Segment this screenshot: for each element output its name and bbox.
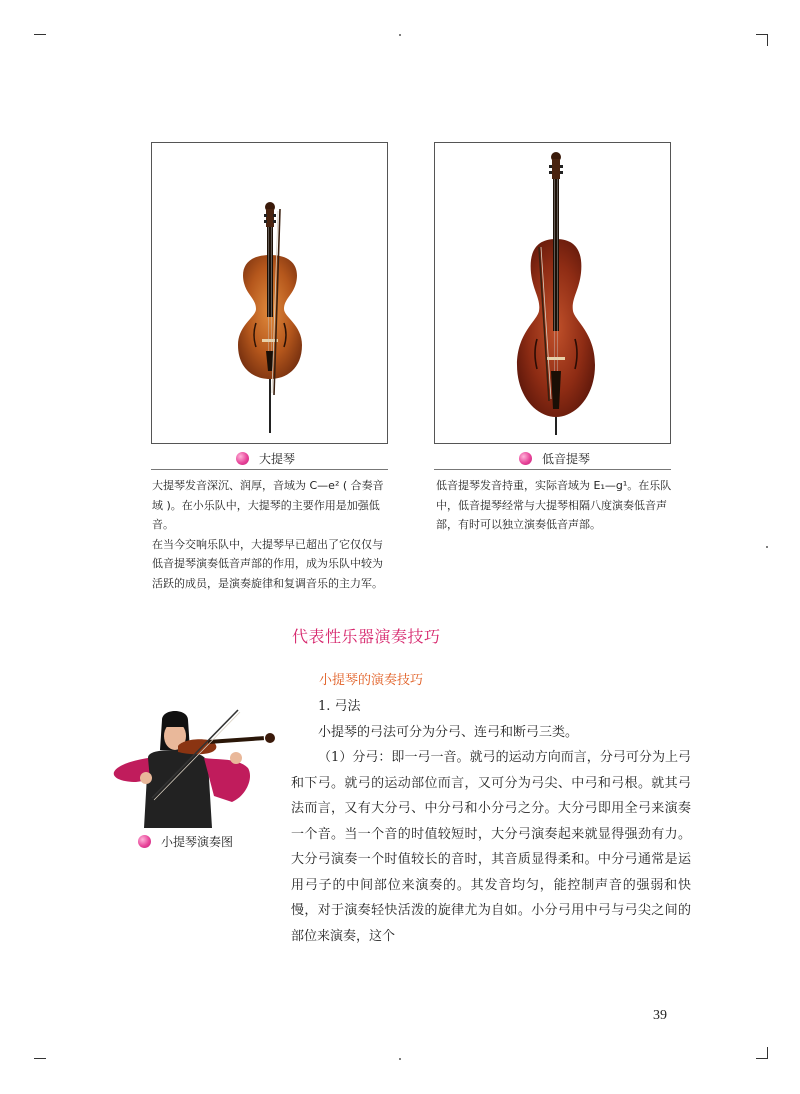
double-bass-figure: [434, 142, 671, 444]
crop-mark-top-right-v: [767, 34, 768, 46]
register-dot-right: [766, 546, 768, 548]
desc-line: 部，有时可以独立演奏低音声部。: [436, 518, 601, 531]
cello-caption-rule: [151, 469, 388, 470]
desc-line: 中，低音提琴经常与大提琴相隔八度演奏低音声: [436, 498, 667, 512]
cello-figure: [151, 142, 388, 444]
body-intro: 小提琴的弓法可分为分弓、连弓和断弓三类。: [318, 724, 579, 740]
crop-mark-top-left: [34, 34, 46, 35]
cello-description: [152, 476, 392, 593]
double-bass-caption-rule: [434, 469, 671, 470]
body-heading: 1. 弓法: [318, 699, 361, 714]
register-dot-top: [399, 34, 401, 36]
desc-line: 在当今交响乐队中，大提琴早已超出了它仅仅与: [152, 537, 383, 551]
bullet-icon: [519, 452, 532, 465]
desc-line: 低音提琴发音持重，实际音域为 E₁—g¹。在乐队: [436, 479, 672, 492]
double-bass-description: [436, 476, 676, 535]
violinist-photo: [108, 706, 286, 828]
desc-line: 域 )。在小乐队中，大提琴的主要作用是加强低音。: [152, 498, 380, 531]
body-paragraph: （1）分弓：即一弓一音。就弓的运动方向而言，分弓可分为上弓和下弓。就弓的运动部位而言，又可分为弓尖、中弓和弓根。就其弓法而言，又有大分弓、中分弓和小分弓之分。大分弓即用全弓来演奏一个音。当一个音的时值较短时，大分弓演奏起来就显得强劲有力。大分弓演奏一个时值较长的音时，其音质显得柔和。中分弓通常是运用弓子的中间部位来演奏的。其发音均匀，能控制声音的强弱和快慢，对于演奏轻快活泼的旋律尤为自如。小分弓用中弓与弓尖之间的部位来演奏，这个: [291, 750, 691, 944]
double-bass-caption: [519, 450, 590, 467]
body-text: [291, 694, 691, 949]
cello-image: [152, 143, 389, 445]
desc-line: 低音提琴演奏低音声部的作用，成为乐队中较为: [152, 557, 383, 570]
page-number: 39: [653, 1008, 667, 1023]
double-bass-image: [435, 143, 672, 445]
bullet-icon: [138, 835, 151, 848]
double-bass-caption-text: 低音提琴: [542, 452, 591, 466]
violinist-photo-caption-text: 小提琴演奏图: [161, 835, 234, 849]
cello-caption-text: 大提琴: [259, 452, 296, 466]
desc-line: 大提琴发音深沉、润厚，音域为 C—e² ( 合奏音: [152, 479, 384, 492]
sub-title: 小提琴的演奏技巧: [319, 673, 424, 688]
register-dot-bottom: [399, 1058, 401, 1060]
bullet-icon: [236, 452, 249, 465]
cello-caption: [236, 450, 295, 467]
desc-line: 活跃的成员，是演奏旋律和复调音乐的主力军。: [152, 576, 383, 590]
violinist-photo-caption: [138, 833, 233, 850]
section-title: 代表性乐器演奏技巧: [292, 627, 441, 646]
crop-mark-bottom-left: [34, 1058, 46, 1059]
crop-mark-bottom-right-v: [767, 1047, 768, 1059]
